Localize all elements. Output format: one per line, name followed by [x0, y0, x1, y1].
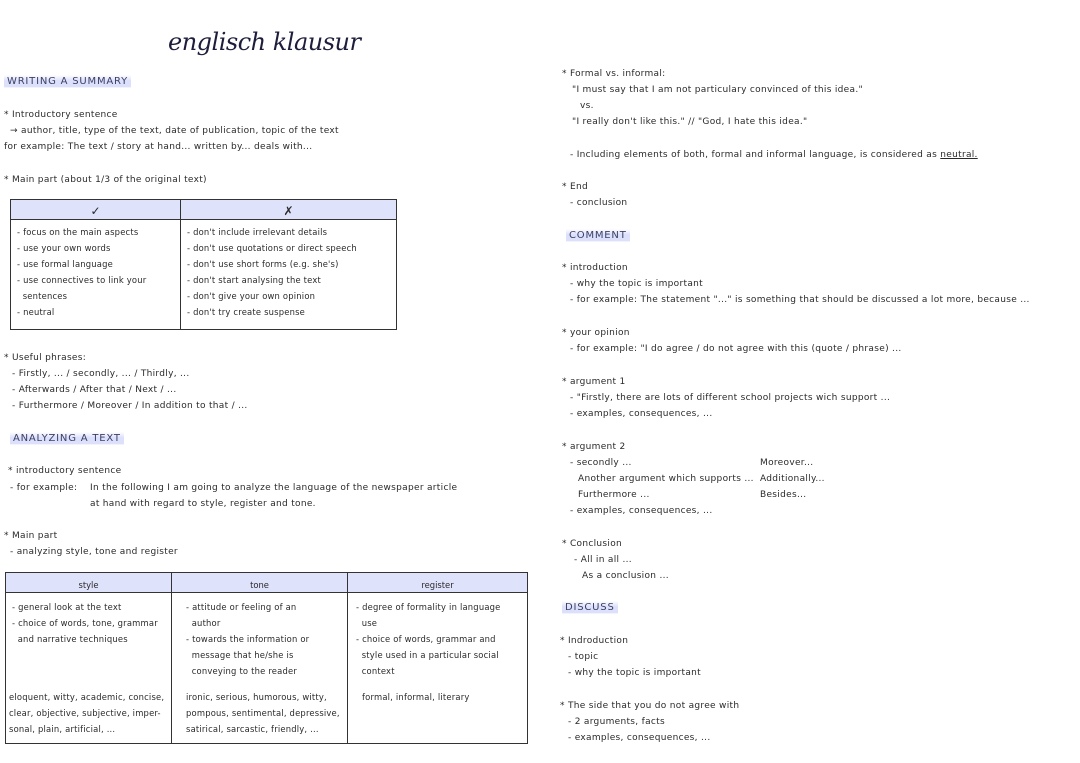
- summary-intro-line1: → author, title, type of the text, date of publication, topic of the text: [10, 126, 339, 136]
- do-item: sentences: [17, 291, 68, 301]
- register-example: formal, informal, literary: [362, 692, 470, 702]
- discuss-side-2: - examples, consequences, ...: [568, 733, 711, 743]
- comment-opinion-label: * your opinion: [562, 328, 630, 338]
- formal-label: * Formal vs. informal:: [562, 69, 666, 79]
- formal-mix-word: neutral.: [940, 150, 978, 160]
- do-item: - neutral: [17, 307, 55, 317]
- analyzing-intro-label: * introductory sentence: [8, 466, 122, 476]
- comment-arg2-right: Moreover...: [760, 458, 814, 468]
- style-example: clear, objective, subjective, imper-: [9, 708, 161, 718]
- comment-heading: COMMENT: [566, 229, 630, 242]
- formal-mix-prefix: - Including elements of both, formal and informal language, is considered as: [570, 150, 938, 160]
- phrase-item: - Firstly, ... / secondly, ... / Thirdly, ...: [12, 369, 190, 379]
- do-item: - use formal language: [17, 259, 114, 269]
- style-example: eloquent, witty, academic, concise,: [9, 692, 165, 702]
- formal-mix-line: [570, 147, 978, 163]
- tone-item: - attitude or feeling of an: [186, 602, 297, 612]
- register-item: context: [356, 666, 395, 676]
- summary-intro-label: * Introductory sentence: [4, 110, 118, 120]
- comment-intro-2: - for example: The statement "..." is something that should be discussed a lot more, because ...: [570, 295, 1030, 305]
- analysis-table: [5, 572, 528, 744]
- comment-intro-label: * introduction: [562, 263, 628, 273]
- comment-intro-1: - why the topic is important: [570, 279, 703, 289]
- end-item: - conclusion: [570, 198, 628, 208]
- tone-header: tone: [172, 573, 348, 593]
- dont-item: - don't use short forms (e.g. she's): [187, 259, 339, 269]
- comment-arg2-left: Furthermore ...: [578, 490, 650, 500]
- tone-item: author: [186, 618, 221, 628]
- discuss-intro-2: - why the topic is important: [568, 668, 701, 678]
- comment-arg2-left: Another argument which supports ...: [578, 474, 754, 484]
- comment-arg1-1: - "Firstly, there are lots of different school projects wich support ...: [570, 393, 891, 403]
- do-list: [11, 220, 181, 330]
- comment-arg2-right: Besides...: [760, 490, 807, 500]
- analyzing-main-line: - analyzing style, tone and register: [10, 547, 178, 557]
- analyzing-example-prefix: - for example:: [10, 483, 78, 493]
- page-title: englisch klausur: [168, 28, 361, 56]
- dont-item: - don't include irrelevant details: [187, 227, 328, 237]
- comment-conclusion-2: As a conclusion ...: [582, 571, 669, 581]
- do-item: - use your own words: [17, 243, 111, 253]
- tone-cell: [172, 593, 348, 744]
- comment-arg2-left: - secondly ...: [570, 458, 632, 468]
- analyzing-main-label: * Main part: [4, 531, 58, 541]
- end-label: * End: [562, 182, 588, 192]
- phrases-label: * Useful phrases:: [4, 353, 87, 363]
- comment-conclusion-label: * Conclusion: [562, 539, 623, 549]
- discuss-side-label: * The side that you do not agree with: [560, 701, 740, 711]
- comment-arg2-examples: - examples, consequences, ...: [570, 506, 713, 516]
- tone-example: satirical, sarcastic, friendly, ...: [186, 724, 319, 734]
- tone-item: message that he/she is: [186, 650, 294, 660]
- comment-arg2-label: * argument 2: [562, 442, 626, 452]
- tone-example: pompous, sentimental, depressive,: [186, 708, 340, 718]
- phrase-item: - Furthermore / Moreover / In addition to that / ...: [12, 401, 248, 411]
- do-item: - focus on the main aspects: [17, 227, 139, 237]
- discuss-side-1: - 2 arguments, facts: [568, 717, 665, 727]
- analyzing-heading: ANALYZING A TEXT: [10, 432, 124, 445]
- style-cell: [6, 593, 172, 744]
- style-header: style: [6, 573, 172, 593]
- style-item: - choice of words, tone, grammar: [12, 618, 158, 628]
- check-icon: ✓: [11, 200, 181, 220]
- register-cell: [348, 593, 528, 744]
- analyzing-example-line2: at hand with regard to style, register and tone.: [90, 499, 316, 509]
- style-item: - general look at the text: [12, 602, 122, 612]
- dont-item: - don't give your own opinion: [187, 291, 316, 301]
- tone-item: conveying to the reader: [186, 666, 297, 676]
- register-item: - choice of words, grammar and: [356, 634, 496, 644]
- analyzing-example-line1: In the following I am going to analyze the language of the newspaper article: [90, 483, 458, 493]
- summary-do-dont-table: [10, 199, 397, 330]
- register-item: style used in a particular social: [356, 650, 499, 660]
- comment-arg1-2: - examples, consequences, ...: [570, 409, 713, 419]
- comment-arg1-label: * argument 1: [562, 377, 626, 387]
- discuss-intro-1: - topic: [568, 652, 599, 662]
- dont-list: [181, 220, 397, 330]
- dont-item: - don't start analysing the text: [187, 275, 322, 285]
- style-example: sonal, plain, artificial, ...: [9, 724, 116, 734]
- summary-heading: WRITING A SUMMARY: [4, 75, 131, 88]
- discuss-intro-label: * Indroduction: [560, 636, 629, 646]
- comment-arg2-right: Additionally...: [760, 474, 825, 484]
- tone-example: ironic, serious, humorous, witty,: [186, 692, 327, 702]
- comment-opinion-1: - for example: "I do agree / do not agree with this (quote / phrase) ...: [570, 344, 902, 354]
- summary-main-label: * Main part (about 1/3 of the original text): [4, 175, 207, 185]
- register-item: use: [356, 618, 378, 628]
- register-item: - degree of formality in language: [356, 602, 501, 612]
- formal-quote-1: "I must say that I am not particulary convinced of this idea.": [572, 85, 863, 95]
- dont-item: - don't try create suspense: [187, 307, 305, 317]
- phrase-item: - Afterwards / After that / Next / ...: [12, 385, 177, 395]
- register-header: register: [348, 573, 528, 593]
- tone-item: - towards the information or: [186, 634, 310, 644]
- summary-intro-line2: for example: The text / story at hand... written by... deals with...: [4, 142, 313, 152]
- style-item: and narrative techniques: [12, 634, 128, 644]
- do-item: - use connectives to link your: [17, 275, 147, 285]
- discuss-heading: DISCUSS: [562, 601, 618, 614]
- dont-item: - don't use quotations or direct speech: [187, 243, 357, 253]
- formal-quote-2: "I really don't like this." // "God, I hate this idea.": [572, 117, 808, 127]
- cross-icon: ✗: [181, 200, 397, 220]
- formal-vs: vs.: [580, 101, 594, 111]
- comment-conclusion-1: - All in all ...: [574, 555, 632, 565]
